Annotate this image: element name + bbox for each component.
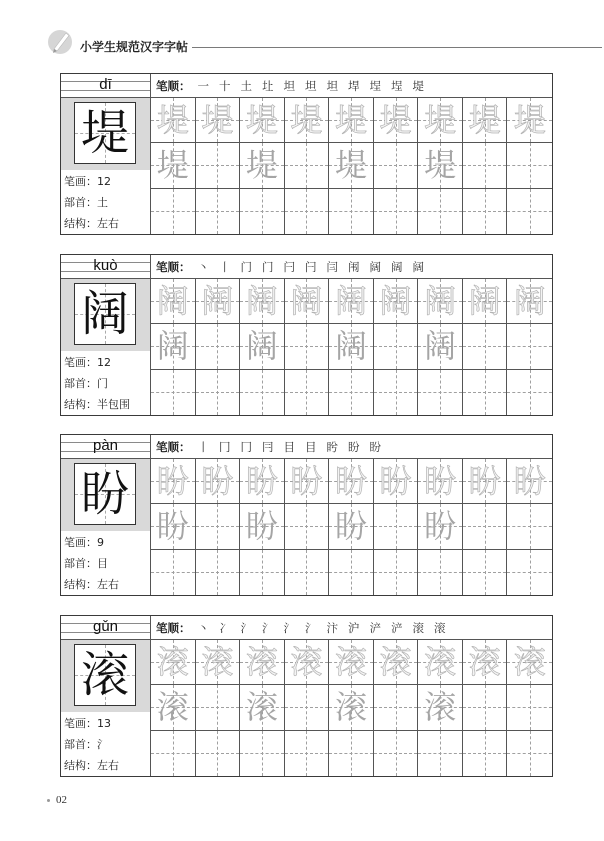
- stroke-step: 冃: [262, 439, 274, 454]
- pinyin-box: [61, 616, 151, 640]
- practice-cell: [463, 370, 508, 415]
- practice-cell: [151, 143, 196, 188]
- model-character-box: [74, 283, 136, 345]
- practice-cell: [240, 98, 285, 143]
- model-character: 阔: [80, 286, 129, 342]
- practice-cell: [463, 189, 508, 234]
- sample-character: 盼: [424, 507, 457, 546]
- stroke-step: 坦: [305, 78, 317, 93]
- trace-character: 滚: [379, 643, 412, 682]
- trace-character: 堤: [379, 101, 412, 140]
- trace-character: 盼: [156, 462, 189, 501]
- practice-cell: [418, 459, 463, 504]
- trace-character: 盼: [334, 462, 367, 501]
- stroke-step: 闫: [326, 259, 338, 274]
- model-character: 堤: [80, 105, 129, 161]
- stroke-step: 冫: [219, 620, 231, 635]
- sample-character: 滚: [156, 688, 189, 727]
- practice-cell: [151, 550, 196, 595]
- structure-line: [64, 217, 119, 231]
- structure-line: [64, 759, 119, 773]
- practice-cell: [507, 98, 552, 143]
- sample-character: 阔: [334, 327, 367, 366]
- radical-label: 部首：: [64, 377, 97, 390]
- practice-cell: [374, 550, 419, 595]
- stroke-step: 盻: [326, 439, 338, 454]
- practice-cell: [285, 370, 330, 415]
- radical-value: 土: [97, 196, 108, 209]
- practice-cell: [151, 189, 196, 234]
- sample-character: 堤: [156, 146, 189, 185]
- pinyin-box: [61, 435, 151, 459]
- practice-cell: [285, 550, 330, 595]
- practice-cell: [196, 279, 241, 324]
- stroke-step: 冂: [219, 439, 231, 454]
- trace-character: 盼: [379, 462, 412, 501]
- practice-grid: [151, 279, 552, 415]
- stroke-step: 汴: [326, 620, 338, 635]
- practice-cell: [196, 98, 241, 143]
- stroke-step: 丨: [219, 259, 231, 274]
- stroke-count-value: 12: [97, 356, 111, 369]
- practice-cell: [329, 459, 374, 504]
- stroke-step: 闱: [348, 259, 360, 274]
- sample-character: 盼: [245, 507, 278, 546]
- stroke-step: 滚: [412, 620, 424, 635]
- practice-cell: [418, 279, 463, 324]
- page-title: 小学生规范汉字字帖: [80, 40, 189, 54]
- practice-cell: [240, 324, 285, 369]
- practice-cell: [151, 279, 196, 324]
- stroke-order-label: 笔顺：: [156, 78, 191, 93]
- trace-character: 堤: [290, 101, 323, 140]
- trace-character: 阔: [379, 282, 412, 321]
- practice-cell: [329, 640, 374, 685]
- sample-character: 堤: [424, 146, 457, 185]
- stroke-step: 氵: [283, 620, 295, 635]
- trace-character: 堤: [468, 101, 501, 140]
- practice-cell: [507, 279, 552, 324]
- practice-cell: [329, 143, 374, 188]
- trace-character: 阔: [513, 282, 546, 321]
- radical-label: 部首：: [64, 738, 97, 751]
- trace-character: 盼: [245, 462, 278, 501]
- model-character: 滚: [80, 647, 129, 703]
- radical-line: [64, 196, 108, 210]
- stroke-step: 氵: [262, 620, 274, 635]
- practice-cell: [463, 143, 508, 188]
- practice-cell: [418, 98, 463, 143]
- practice-cell: [329, 324, 374, 369]
- stroke-count-value: 13: [97, 717, 111, 730]
- stroke-step: 盼: [348, 439, 360, 454]
- model-character-box: [74, 102, 136, 164]
- practice-cell: [240, 731, 285, 776]
- practice-grid: [151, 98, 552, 234]
- practice-cell: [418, 685, 463, 730]
- practice-cell: [374, 98, 419, 143]
- practice-cell: [374, 143, 419, 188]
- practice-cell: [151, 731, 196, 776]
- stroke-step: 土: [240, 78, 252, 93]
- pinyin-box: [61, 255, 151, 279]
- practice-cell: [240, 550, 285, 595]
- radical-value: 门: [97, 377, 108, 390]
- practice-cell: [285, 189, 330, 234]
- char-block: [60, 254, 553, 416]
- radical-value: 目: [97, 557, 108, 570]
- practice-cell: [329, 279, 374, 324]
- stroke-step: 盼: [369, 439, 381, 454]
- sample-character: 滚: [334, 688, 367, 727]
- trace-character: 滚: [156, 643, 189, 682]
- practice-cell: [329, 189, 374, 234]
- stroke-step: 一: [197, 78, 209, 93]
- practice-cell: [463, 98, 508, 143]
- practice-cell: [463, 731, 508, 776]
- practice-cell: [240, 189, 285, 234]
- practice-cell: [418, 640, 463, 685]
- trace-character: 阔: [424, 282, 457, 321]
- practice-cell: [240, 459, 285, 504]
- practice-cell: [285, 98, 330, 143]
- practice-cell: [151, 370, 196, 415]
- practice-cell: [507, 550, 552, 595]
- practice-cell: [463, 685, 508, 730]
- trace-character: 滚: [334, 643, 367, 682]
- stroke-step: 门: [240, 259, 252, 274]
- trace-character: 滚: [290, 643, 323, 682]
- trace-character: 盼: [424, 462, 457, 501]
- trace-character: 滚: [424, 643, 457, 682]
- practice-cell: [463, 324, 508, 369]
- trace-character: 盼: [468, 462, 501, 501]
- stroke-step: 阔: [391, 259, 403, 274]
- practice-cell: [196, 640, 241, 685]
- practice-cell: [507, 731, 552, 776]
- sample-character: 堤: [334, 146, 367, 185]
- structure-line: [64, 578, 119, 592]
- char-block: [60, 73, 553, 235]
- practice-cell: [240, 640, 285, 685]
- structure-label: 结构：: [64, 578, 97, 591]
- character-info-panel: [61, 640, 151, 776]
- trace-character: 堤: [245, 101, 278, 140]
- stroke-order-row: [151, 435, 552, 459]
- stroke-step: 氵: [305, 620, 317, 635]
- trace-character: 阔: [468, 282, 501, 321]
- radical-label: 部首：: [64, 196, 97, 209]
- practice-cell: [374, 279, 419, 324]
- practice-cell: [285, 504, 330, 549]
- pinyin-text: gǔn: [92, 618, 119, 635]
- pinyin-box: [61, 74, 151, 98]
- practice-cell: [507, 504, 552, 549]
- stroke-step: 沪: [348, 620, 360, 635]
- stroke-count-label: 笔画：: [64, 356, 97, 369]
- stroke-count-label: 笔画：: [64, 536, 97, 549]
- stroke-step: 丶: [197, 620, 209, 635]
- trace-character: 盼: [201, 462, 234, 501]
- trace-character: 堤: [156, 101, 189, 140]
- practice-cell: [418, 143, 463, 188]
- trace-character: 堤: [334, 101, 367, 140]
- practice-cell: [418, 550, 463, 595]
- stroke-step: 滚: [434, 620, 446, 635]
- stroke-step: 十: [219, 78, 231, 93]
- practice-cell: [374, 370, 419, 415]
- practice-cell: [285, 143, 330, 188]
- practice-cell: [418, 504, 463, 549]
- practice-cell: [151, 324, 196, 369]
- practice-cell: [240, 143, 285, 188]
- practice-cell: [285, 640, 330, 685]
- trace-character: 阔: [245, 282, 278, 321]
- stroke-step: 冂: [240, 439, 252, 454]
- stroke-count-line: [64, 175, 111, 189]
- model-character-box: [74, 644, 136, 706]
- practice-cell: [285, 324, 330, 369]
- practice-cell: [507, 143, 552, 188]
- character-info-panel: [61, 98, 151, 234]
- practice-cell: [507, 189, 552, 234]
- practice-cell: [418, 189, 463, 234]
- practice-cell: [463, 459, 508, 504]
- pinyin-text: kuò: [93, 257, 118, 274]
- sample-character: 滚: [245, 688, 278, 727]
- stroke-step: 垾: [348, 78, 360, 93]
- practice-cell: [196, 550, 241, 595]
- pinyin-text: pàn: [92, 437, 119, 454]
- structure-value: 左右: [97, 759, 119, 772]
- practice-cell: [196, 685, 241, 730]
- trace-character: 滚: [468, 643, 501, 682]
- practice-cell: [507, 370, 552, 415]
- stroke-step: 阔: [412, 259, 424, 274]
- trace-character: 滚: [201, 643, 234, 682]
- practice-cell: [374, 324, 419, 369]
- stroke-step: 丨: [197, 439, 209, 454]
- radical-line: [64, 377, 108, 391]
- sample-character: 阔: [424, 327, 457, 366]
- stroke-count-line: [64, 356, 111, 370]
- practice-cell: [329, 370, 374, 415]
- sample-character: 盼: [334, 507, 367, 546]
- practice-cell: [374, 685, 419, 730]
- practice-cell: [418, 731, 463, 776]
- practice-cell: [463, 550, 508, 595]
- radical-value: 氵: [97, 738, 108, 751]
- practice-cell: [196, 504, 241, 549]
- structure-value: 左右: [97, 217, 119, 230]
- trace-character: 阔: [201, 282, 234, 321]
- practice-cell: [507, 459, 552, 504]
- stroke-step: 坦: [326, 78, 338, 93]
- practice-cell: [329, 504, 374, 549]
- model-character: 盼: [80, 466, 129, 522]
- trace-character: 堤: [513, 101, 546, 140]
- stroke-step: 浐: [391, 620, 403, 635]
- practice-grid: [151, 640, 552, 776]
- practice-cell: [196, 143, 241, 188]
- practice-cell: [329, 98, 374, 143]
- stroke-count-label: 笔画：: [64, 717, 97, 730]
- practice-cell: [196, 731, 241, 776]
- structure-label: 结构：: [64, 759, 97, 772]
- stroke-step: 埕: [369, 78, 381, 93]
- sample-character: 阔: [156, 327, 189, 366]
- practice-cell: [285, 459, 330, 504]
- stroke-order-label: 笔顺：: [156, 439, 191, 454]
- practice-cell: [196, 370, 241, 415]
- stroke-order-label: 笔顺：: [156, 620, 191, 635]
- model-character-box: [74, 463, 136, 525]
- pinyin-text: dī: [99, 76, 112, 93]
- stroke-step: 坦: [283, 78, 295, 93]
- character-info-panel: [61, 459, 151, 595]
- practice-cell: [507, 685, 552, 730]
- stroke-step: 堤: [412, 78, 424, 93]
- practice-cell: [463, 279, 508, 324]
- practice-cell: [196, 189, 241, 234]
- stroke-count-value: 12: [97, 175, 111, 188]
- stroke-step: 圵: [262, 78, 274, 93]
- structure-label: 结构：: [64, 398, 97, 411]
- trace-character: 阔: [156, 282, 189, 321]
- practice-cell: [329, 550, 374, 595]
- stroke-count-label: 笔画：: [64, 175, 97, 188]
- practice-cell: [374, 189, 419, 234]
- page-number: [47, 793, 67, 807]
- stroke-step: 埕: [391, 78, 403, 93]
- structure-line: [64, 398, 130, 412]
- stroke-step: 闩: [305, 259, 317, 274]
- trace-character: 堤: [201, 101, 234, 140]
- page-number-text: 02: [56, 794, 67, 806]
- character-info-panel: [61, 279, 151, 415]
- practice-cell: [240, 279, 285, 324]
- stroke-step: 闩: [283, 259, 295, 274]
- radical-line: [64, 738, 108, 752]
- sample-character: 堤: [245, 146, 278, 185]
- practice-cell: [418, 324, 463, 369]
- stroke-order-label: 笔顺：: [156, 259, 191, 274]
- practice-cell: [240, 504, 285, 549]
- sample-character: 滚: [424, 688, 457, 727]
- practice-cell: [329, 731, 374, 776]
- stroke-step: 目: [283, 439, 295, 454]
- stroke-step: 丶: [197, 259, 209, 274]
- trace-character: 盼: [290, 462, 323, 501]
- practice-cell: [329, 685, 374, 730]
- stroke-step: 目: [305, 439, 317, 454]
- structure-label: 结构：: [64, 217, 97, 230]
- practice-cell: [507, 640, 552, 685]
- practice-cell: [374, 504, 419, 549]
- stroke-count-line: [64, 717, 111, 731]
- stroke-order-row: [151, 255, 552, 279]
- trace-character: 阔: [290, 282, 323, 321]
- practice-cell: [463, 640, 508, 685]
- stroke-step: 氵: [240, 620, 252, 635]
- trace-character: 盼: [513, 462, 546, 501]
- stroke-order-row: [151, 74, 552, 98]
- practice-cell: [507, 324, 552, 369]
- trace-character: 滚: [245, 643, 278, 682]
- structure-value: 左右: [97, 578, 119, 591]
- practice-cell: [151, 504, 196, 549]
- sample-character: 阔: [245, 327, 278, 366]
- practice-cell: [285, 731, 330, 776]
- practice-cell: [374, 640, 419, 685]
- practice-cell: [240, 685, 285, 730]
- practice-cell: [285, 685, 330, 730]
- structure-value: 半包围: [97, 398, 130, 411]
- trace-character: 滚: [513, 643, 546, 682]
- stroke-step: 门: [262, 259, 274, 274]
- radical-label: 部首：: [64, 557, 97, 570]
- practice-cell: [285, 279, 330, 324]
- practice-cell: [151, 685, 196, 730]
- practice-cell: [374, 731, 419, 776]
- practice-cell: [240, 370, 285, 415]
- stroke-step: 浐: [369, 620, 381, 635]
- practice-cell: [374, 459, 419, 504]
- char-block: [60, 615, 553, 777]
- practice-cell: [418, 370, 463, 415]
- practice-cell: [196, 324, 241, 369]
- trace-character: 堤: [424, 101, 457, 140]
- stroke-order-row: [151, 616, 552, 640]
- sample-character: 盼: [156, 507, 189, 546]
- stroke-step: 阔: [369, 259, 381, 274]
- stroke-count-value: 9: [97, 536, 104, 549]
- practice-cell: [196, 459, 241, 504]
- practice-cell: [151, 98, 196, 143]
- practice-grid: [151, 459, 552, 595]
- practice-cell: [151, 459, 196, 504]
- radical-line: [64, 557, 108, 571]
- practice-cell: [151, 640, 196, 685]
- char-block: [60, 434, 553, 596]
- bullet-dot: [47, 799, 50, 802]
- practice-cell: [463, 504, 508, 549]
- trace-character: 阔: [334, 282, 367, 321]
- stroke-count-line: [64, 536, 104, 550]
